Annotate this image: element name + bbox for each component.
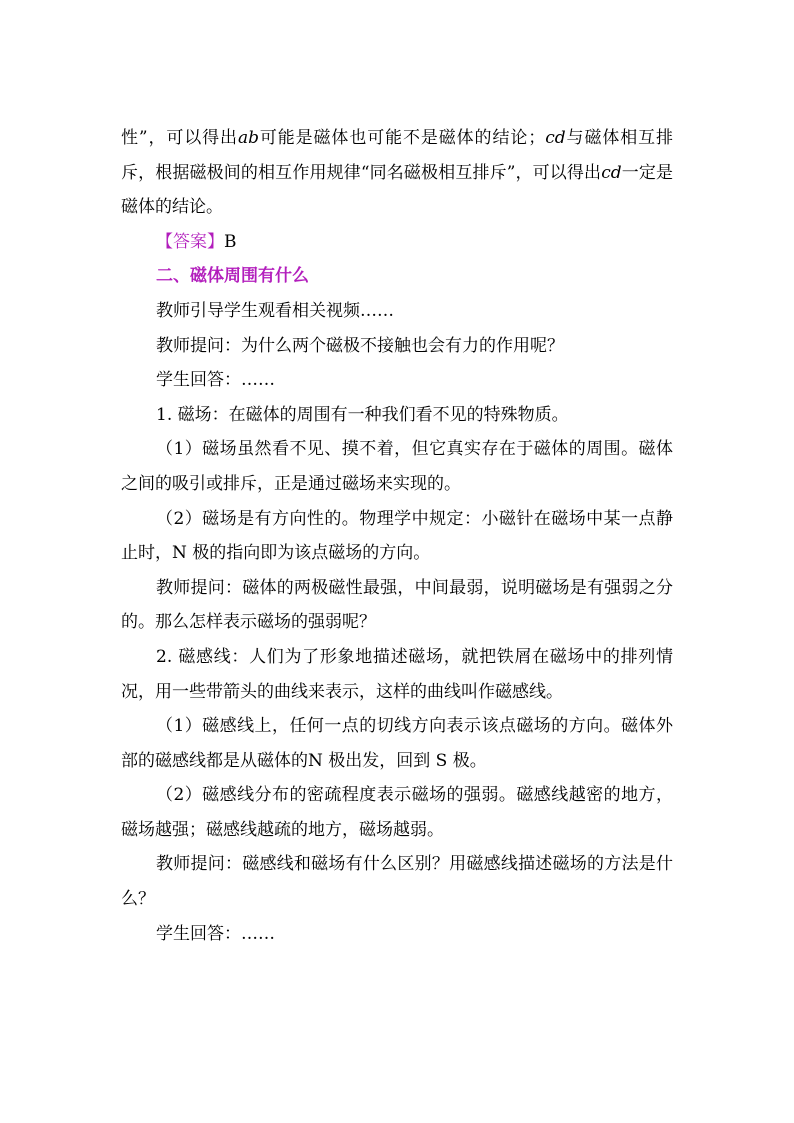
point2-sub2: （2）磁感线分布的密疏程度表示磁场的强弱。磁感线越密的地方，磁场越强；磁感线越疏的地方，磁场越弱。 [121,785,673,840]
variable-ab: ab [237,128,259,148]
point1-title: 1. 磁场：在磁体的周围有一种我们看不见的特殊物质。 [156,404,569,425]
student-answer-line: 学生回答：…… [156,370,275,391]
point2-title: 2. 磁感线：人们为了形象地描述磁场，就把铁屑在磁场中的排列情况，用一些带箭头的曲线来表示，这样的曲线叫作磁感线。 [121,646,673,702]
document-body [121,121,673,951]
text-run: 与磁体相互排斥，根据磁极间的相互作用规律“同名磁极相互排斥”，可以得出 [121,128,674,183]
answer-line [121,225,673,260]
teacher-question-line: 教师提问：为什么两个磁极不接触也会有力的作用呢？ [156,335,564,356]
variable-cd: cd [545,128,566,148]
text-run: 一定是磁体的结论。 [121,162,674,218]
answer-value: B [224,231,237,252]
teacher-question-difference: 教师提问：磁感线和磁场有什么区别？用磁感线描述磁场的方法是什么？ [121,854,673,910]
paragraph-conclusion [121,121,673,225]
point2-sub1: （1）磁感线上，任何一点的切线方向表示该点磁场的方向。磁体外部的磁感线都是从磁体的N 极出发，回到 S 极。 [121,716,673,771]
teacher-question-strength: 教师提问：磁体的两极磁性最强，中间最弱，说明磁场是有强弱之分的。那么怎样表示磁场的强弱呢？ [121,577,673,633]
answer-label: 【答案】 [156,231,224,252]
point1-sub2: （2）磁场是有方向性的。物理学中规定：小磁针在磁场中某一点静止时，N 极的指向即为该点磁场的方向。 [121,508,673,564]
text-run: 性”，可以得出 [121,128,238,148]
teacher-guide-line: 教师引导学生观看相关视频…… [156,300,394,321]
section-heading: 二、磁体周围有什么 [156,266,309,287]
text-run: 可能是磁体也可能不是磁体的结论； [258,128,546,148]
student-answer-last: 学生回答：…… [156,923,275,944]
variable-cd: cd [601,162,622,183]
point1-sub1: （1）磁场虽然看不见、摸不着，但它真实存在于磁体的周围。磁体之间的吸引或排斥，正是通过磁场来实现的。 [121,439,673,494]
